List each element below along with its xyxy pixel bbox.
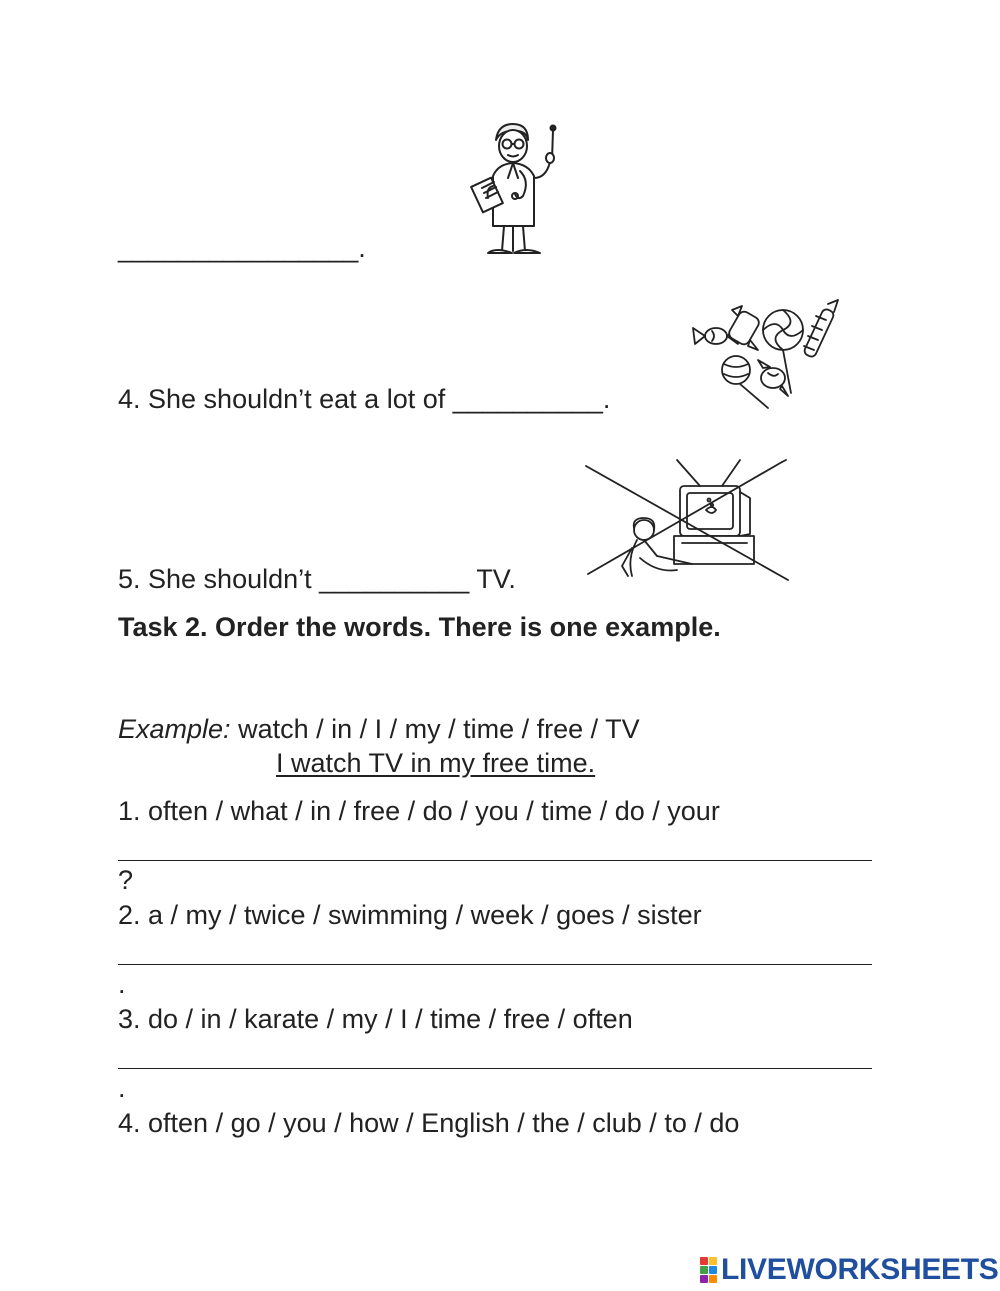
doctor-illustration <box>468 116 563 261</box>
question-4-words: 4. often / go / you / how / English / the / club / to / do <box>118 1108 740 1138</box>
example-words: watch / in / I / my / time / free / TV <box>230 714 640 744</box>
task2-heading: Task 2. Order the words. There is one example. <box>118 612 721 642</box>
example-line <box>118 713 640 745</box>
question-2-words: 2. a / my / twice / swimming / week / goes / sister <box>118 900 702 930</box>
example-label: Example: <box>118 714 231 744</box>
item3-answer-line: ________________. <box>118 233 366 263</box>
question-3-end-mark: . <box>118 1073 126 1103</box>
no-tv-illustration <box>582 448 792 588</box>
question-3-words: 3. do / in / karate / my / I / time / free / often <box>118 1004 633 1034</box>
item5-sentence: 5. She shouldn’t __________ TV. <box>118 564 516 594</box>
question-1-end-mark: ? <box>118 865 134 895</box>
logo-blocks-icon <box>700 1257 717 1283</box>
question-3-answer-line <box>118 1068 872 1069</box>
question-1-answer-line <box>118 860 872 861</box>
question-2-answer-line <box>118 964 872 965</box>
question-2-end-mark: . <box>118 969 126 999</box>
example-answer: I watch TV in my free time. <box>276 748 596 778</box>
question-1-words: 1. often / what / in / free / do / you / time / do / your <box>118 796 720 826</box>
item4-sentence: 4. She shouldn’t eat a lot of __________. <box>118 384 611 414</box>
sweets-illustration <box>688 298 848 413</box>
liveworksheets-logo <box>700 1255 999 1285</box>
logo-text: LIVEWORKSHEETS <box>721 1253 999 1286</box>
